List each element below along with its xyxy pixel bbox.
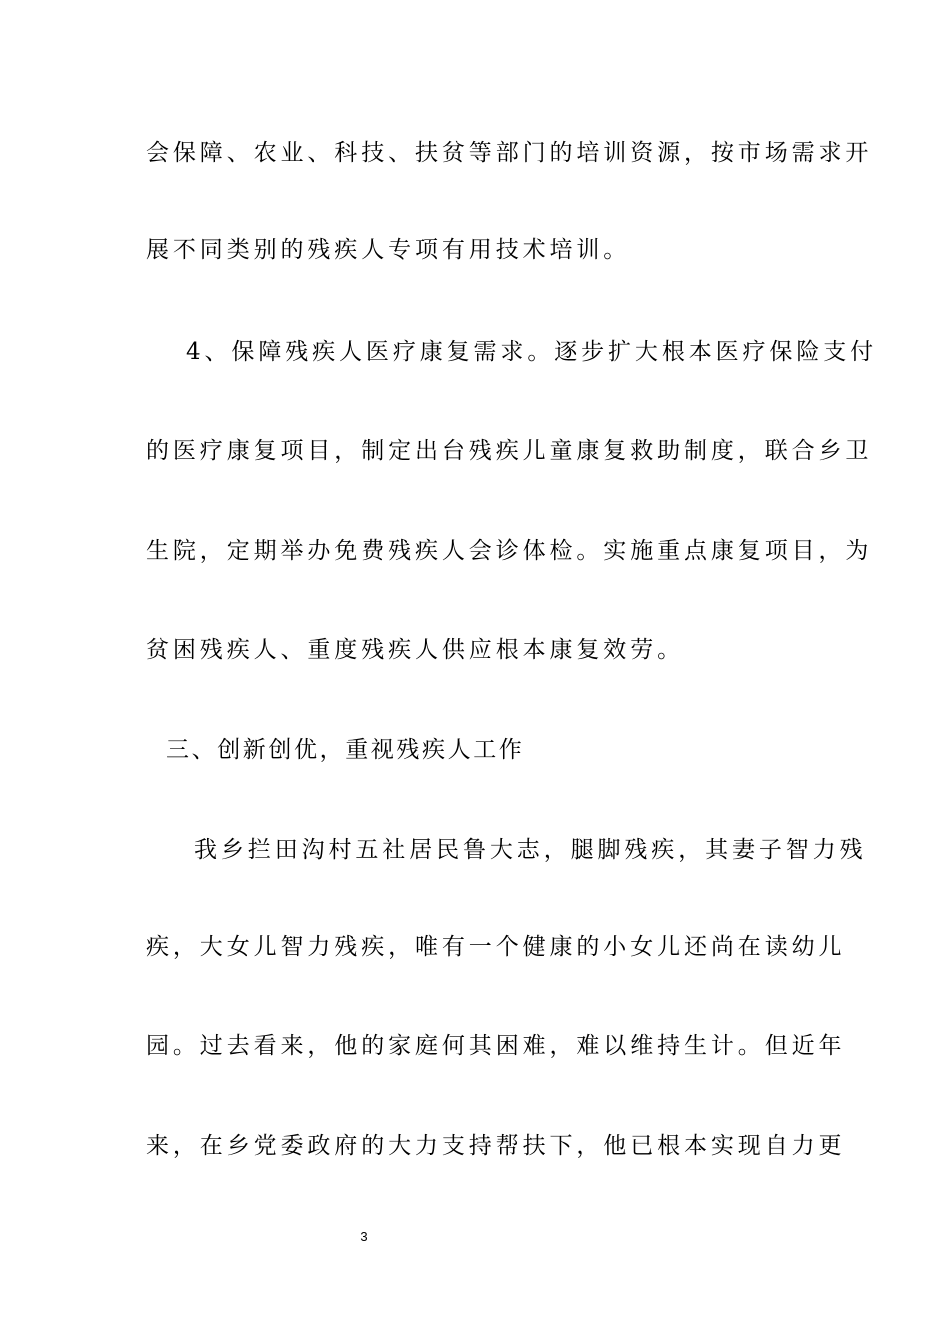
paragraph-line: 4、保障残疾人医疗康复需求。逐步扩大根本医疗保险支付: [186, 339, 878, 365]
paragraph-line: 园。过去看来，他的家庭何其困难，难以维持生计。但近年: [146, 1033, 846, 1059]
paragraph-line: 展不同类别的残疾人专项有用技术培训。: [146, 237, 631, 263]
paragraph-line: 疾，大女儿智力残疾，唯有一个健康的小女儿还尚在读幼儿: [146, 934, 846, 960]
paragraph-line: 我乡拦田沟村五社居民鲁大志，腿脚残疾，其妻子智力残: [194, 837, 867, 863]
paragraph-line: 生院，定期举办免费残疾人会诊体检。实施重点康复项目，为: [146, 538, 873, 564]
paragraph-line: 会保障、农业、科技、扶贫等部门的培训资源，按市场需求开: [146, 140, 873, 166]
paragraph-line: 的医疗康复项目，制定出台残疾儿童康复救助制度，联合乡卫: [146, 438, 873, 464]
section-heading: 三、创新创优，重视残疾人工作: [166, 737, 525, 763]
page-number: 3: [360, 1229, 368, 1244]
paragraph-line: 来，在乡党委政府的大力支持帮扶下，他已根本实现自力更: [146, 1133, 846, 1159]
paragraph-line: 贫困残疾人、重度残疾人供应根本康复效劳。: [146, 637, 684, 663]
